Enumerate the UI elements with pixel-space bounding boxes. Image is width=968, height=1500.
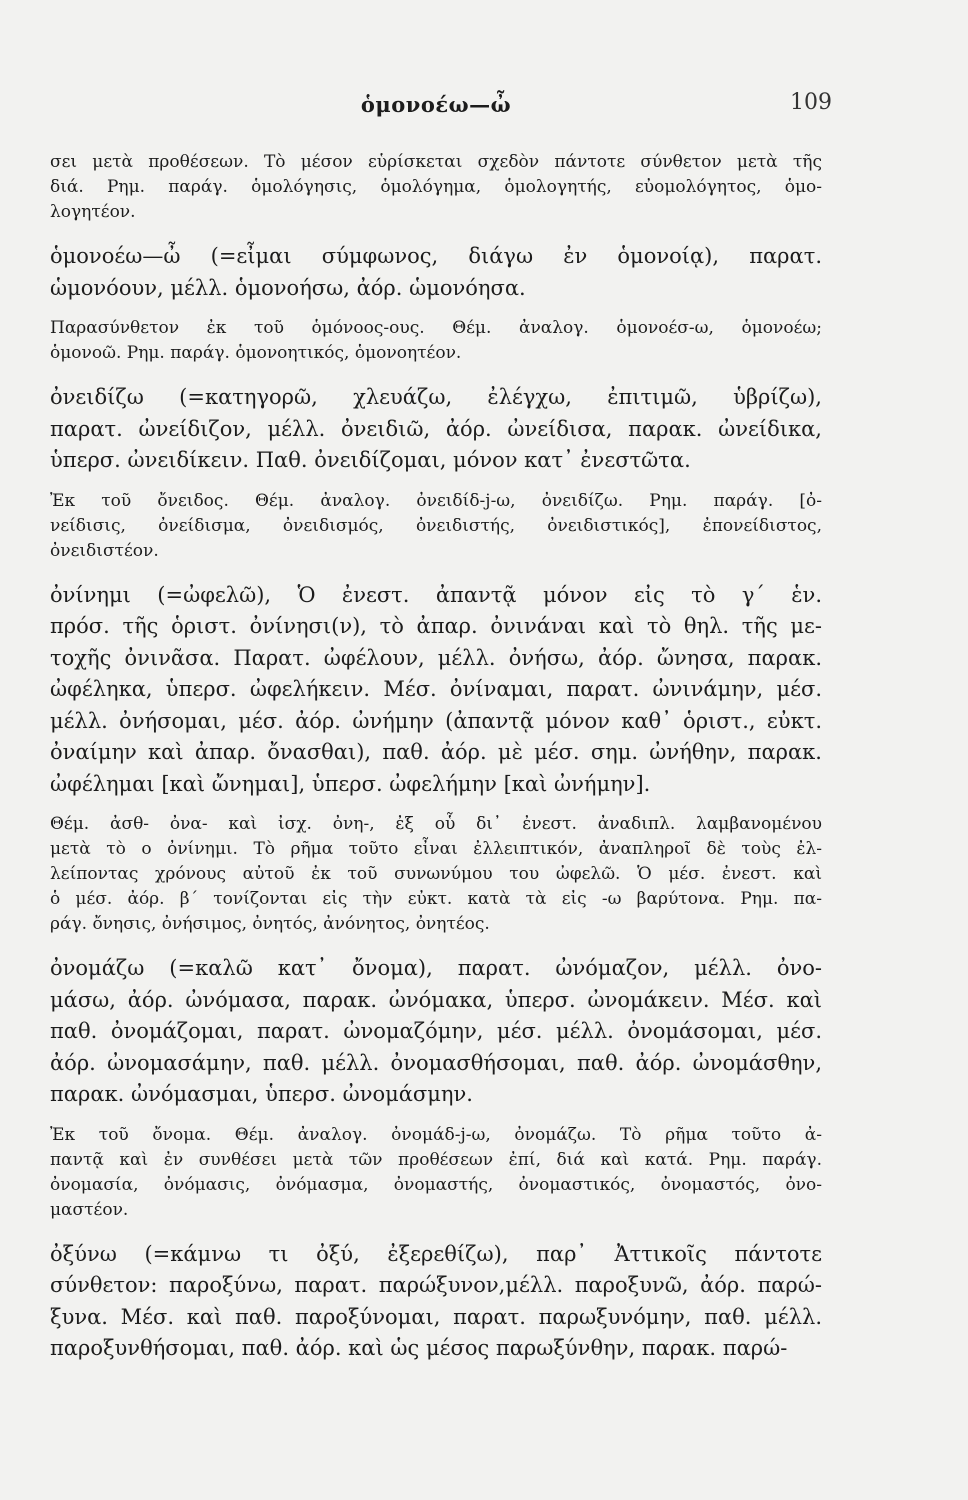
note-paragraph xyxy=(50,489,822,564)
paragraph-gap xyxy=(50,937,822,953)
text-line: παροξυνθήσομαι, παθ. ἀόρ. καὶ ὡς μέσος παρωξύνθην, παρακ. παρώ- xyxy=(50,1336,788,1360)
text-line: ὁ μέσ. ἀόρ. β΄ τονίζονται εἰς τὴν εὐκτ. κατὰ τὰ εἰς -ω βαρύτονα. Ρημ. πα- xyxy=(50,889,822,909)
text-line: Παρασύνθετον ἐκ τοῦ ὁμόνοος-ους. Θέμ. ἀναλογ. ὁμονοέσ-ω, ὁμονοέω; xyxy=(50,318,822,338)
paragraph-gap xyxy=(50,564,822,580)
page-body xyxy=(50,150,822,1365)
text-line: μέλλ. ὀνήσομαι, μέσ. ἀόρ. ὠνήμην (ἀπαντᾷ μόνον καθ᾽ ὁριστ., εὐκτ. xyxy=(50,708,822,733)
text-line: ὠφέληκα, ὑπερσ. ὠφελήκειν. Μέσ. ὀνίναμαι, παρατ. ὠνινάμην, μέσ. xyxy=(50,677,822,701)
text-line: σύνθετον: παροξύνω, παρατ. παρώξυνον,μέλλ. παροξυνῶ, ἀόρ. παρώ- xyxy=(50,1273,822,1297)
entry-paragraph xyxy=(50,1239,822,1365)
text-line: ὁμονοέω—ὦ (=εἶμαι σύμφωνος, διάγω ἐν ὁμονοίᾳ), παρατ. xyxy=(50,244,822,268)
text-line: παθ. ὀνομάζομαι, παρατ. ὠνομαζόμην, μέσ. μέλλ. ὀνομάσομαι, μέσ. xyxy=(50,1019,822,1043)
note-paragraph xyxy=(50,1123,822,1223)
paragraph-gap xyxy=(50,800,822,812)
text-line: νείδισις, ὀνείδισμα, ὀνειδισμός, ὀνειδιστής, ὀνειδιστικός], ἐπονείδιστος, xyxy=(50,515,822,536)
text-line: ξυνα. Μέσ. καὶ παθ. παροξύνομαι, παρατ. παρωξυνόμην, παθ. μέλλ. xyxy=(50,1304,822,1329)
text-line: μάσω, ἀόρ. ὠνόμασα, παρακ. ὠνόμακα, ὑπερσ. ὠνομάκειν. Μέσ. καὶ xyxy=(50,987,822,1012)
entry-paragraph xyxy=(50,580,822,801)
text-line: ὁμονοῶ. Ρημ. παράγ. ὁμονοητικός, ὁμονοητέον. xyxy=(50,343,462,363)
text-line: Θέμ. ἀσθ- ὀνα- καὶ ἰσχ. ὀνη-, ἐξ οὗ δι᾽ ἐνεστ. ἀναδιπλ. λαμβανομένου xyxy=(50,814,822,834)
paragraph-gap xyxy=(50,477,822,489)
text-line: σει μετὰ προθέσεων. Τὸ μέσον εὑρίσκεται σχεδὸν πάντοτε σύνθετον μετὰ τῆς xyxy=(50,152,822,172)
note-paragraph xyxy=(50,316,822,366)
text-line: μετὰ τὸ ο ὀνίνημι. Τὸ ρῆμα τοῦτο εἶναι ἐλλειπτικόν, ἀναπληροῖ δὲ τοὺς ἐλ- xyxy=(50,839,822,859)
text-line: ὀνομάζω (=καλῶ κατ᾽ ὄνομα), παρατ. ὠνόμαζον, μέλλ. ὀνο- xyxy=(50,956,822,980)
text-line: Ἐκ τοῦ ὄνομα. Θέμ. ἀναλογ. ὀνομάδ-j-ω, ὀνομάζω. Τὸ ρῆμα τοῦτο ἀ- xyxy=(50,1124,822,1145)
text-line: ὑπερσ. ὠνειδίκειν. Παθ. ὀνειδίζομαι, μόνον κατ᾽ ἐνεστῶτα. xyxy=(50,448,691,472)
running-head-title: ὁμονοέω—ὦ xyxy=(360,92,512,117)
text-line: ὀξύνω (=κάμνω τι ὀξύ, ἐξερεθίζω), παρ᾽ Ἀττικοῖς πάντοτε xyxy=(50,1241,822,1266)
text-line: ὡμονόουν, μέλλ. ὁμονοήσω, ἀόρ. ὡμονόησα. xyxy=(50,275,526,300)
text-line: διά. Ρημ. παράγ. ὁμολόγησις, ὁμολόγημα, ὁμολογητής, εὐομολόγητος, ὁμο- xyxy=(50,177,822,197)
text-line: μαστέον. xyxy=(50,1199,129,1220)
note-paragraph xyxy=(50,150,822,225)
entry-paragraph xyxy=(50,382,822,477)
note-paragraph xyxy=(50,812,822,937)
text-line: λείποντας χρόνους αὐτοῦ ἐκ τοῦ συνωνύμου του ὠφελῶ. Ὁ μέσ. ἐνεστ. καὶ xyxy=(50,864,822,884)
text-line: Ἐκ τοῦ ὄνειδος. Θέμ. ἀναλογ. ὀνειδίδ-j-ω, ὀνειδίζω. Ρημ. παράγ. [ὀ- xyxy=(50,490,822,511)
text-line: παρατ. ὠνείδιζον, μέλλ. ὀνειδιῶ, ἀόρ. ὠνείδισα, παρακ. ὠνείδικα, xyxy=(50,416,822,441)
text-line: πρόσ. τῆς ὁριστ. ὀνίνησι(ν), τὸ ἀπαρ. ὀνινάναι καὶ τὸ θηλ. τῆς με- xyxy=(50,614,822,638)
text-line: ὀναίμην καὶ ἀπαρ. ὄνασθαι), παθ. ἀόρ. μὲ μέσ. σημ. ὠνήθην, παρακ. xyxy=(50,740,822,764)
paragraph-gap xyxy=(50,1223,822,1239)
text-line: τοχῆς ὀνινᾶσα. Παρατ. ὠφέλουν, μέλλ. ὀνήσω, ἀόρ. ὤνησα, παρακ. xyxy=(50,645,822,670)
paragraph-gap xyxy=(50,304,822,316)
page-number: 109 xyxy=(790,90,832,115)
text-line: λογητέον. xyxy=(50,202,136,222)
paragraph-gap xyxy=(50,225,822,241)
text-line: ὀνίνημι (=ὠφελῶ), Ὁ ἐνεστ. ἀπαντᾷ μόνον εἰς τὸ γ΄ ἑν. xyxy=(50,582,822,607)
text-line: ὀνομασία, ὀνόμασις, ὀνόμασμα, ὀνομαστής, ὀνομαστικός, ὀνομαστός, ὀνο- xyxy=(50,1174,822,1195)
text-line: παντᾷ καὶ ἐν συνθέσει μετὰ τῶν προθέσεων ἐπί, διά καὶ κατά. Ρημ. παράγ. xyxy=(50,1149,822,1170)
paragraph-gap xyxy=(50,366,822,382)
text-line: ράγ. ὄνησις, ὀνήσιμος, ὀνητός, ἀνόνητος, ὀνητέος. xyxy=(50,914,490,934)
running-head xyxy=(50,88,832,118)
entry-paragraph xyxy=(50,953,822,1111)
text-line: ὀνειδίζω (=κατηγορῶ, χλευάζω, ἐλέγχω, ἐπιτιμῶ, ὑβρίζω), xyxy=(50,385,822,409)
text-line: ὀνειδιστέον. xyxy=(50,540,159,561)
text-line: παρακ. ὠνόμασμαι, ὑπερσ. ὠνομάσμην. xyxy=(50,1082,473,1106)
paragraph-gap xyxy=(50,1111,822,1123)
text-line: ἀόρ. ὠνομασάμην, παθ. μέλλ. ὀνομασθήσομαι, παθ. ἀόρ. ὠνομάσθην, xyxy=(50,1050,822,1075)
entry-paragraph xyxy=(50,241,822,304)
text-line: ὠφέλημαι [καὶ ὤνημαι], ὑπερσ. ὠφελήμην [καὶ ὠνήμην]. xyxy=(50,771,651,796)
